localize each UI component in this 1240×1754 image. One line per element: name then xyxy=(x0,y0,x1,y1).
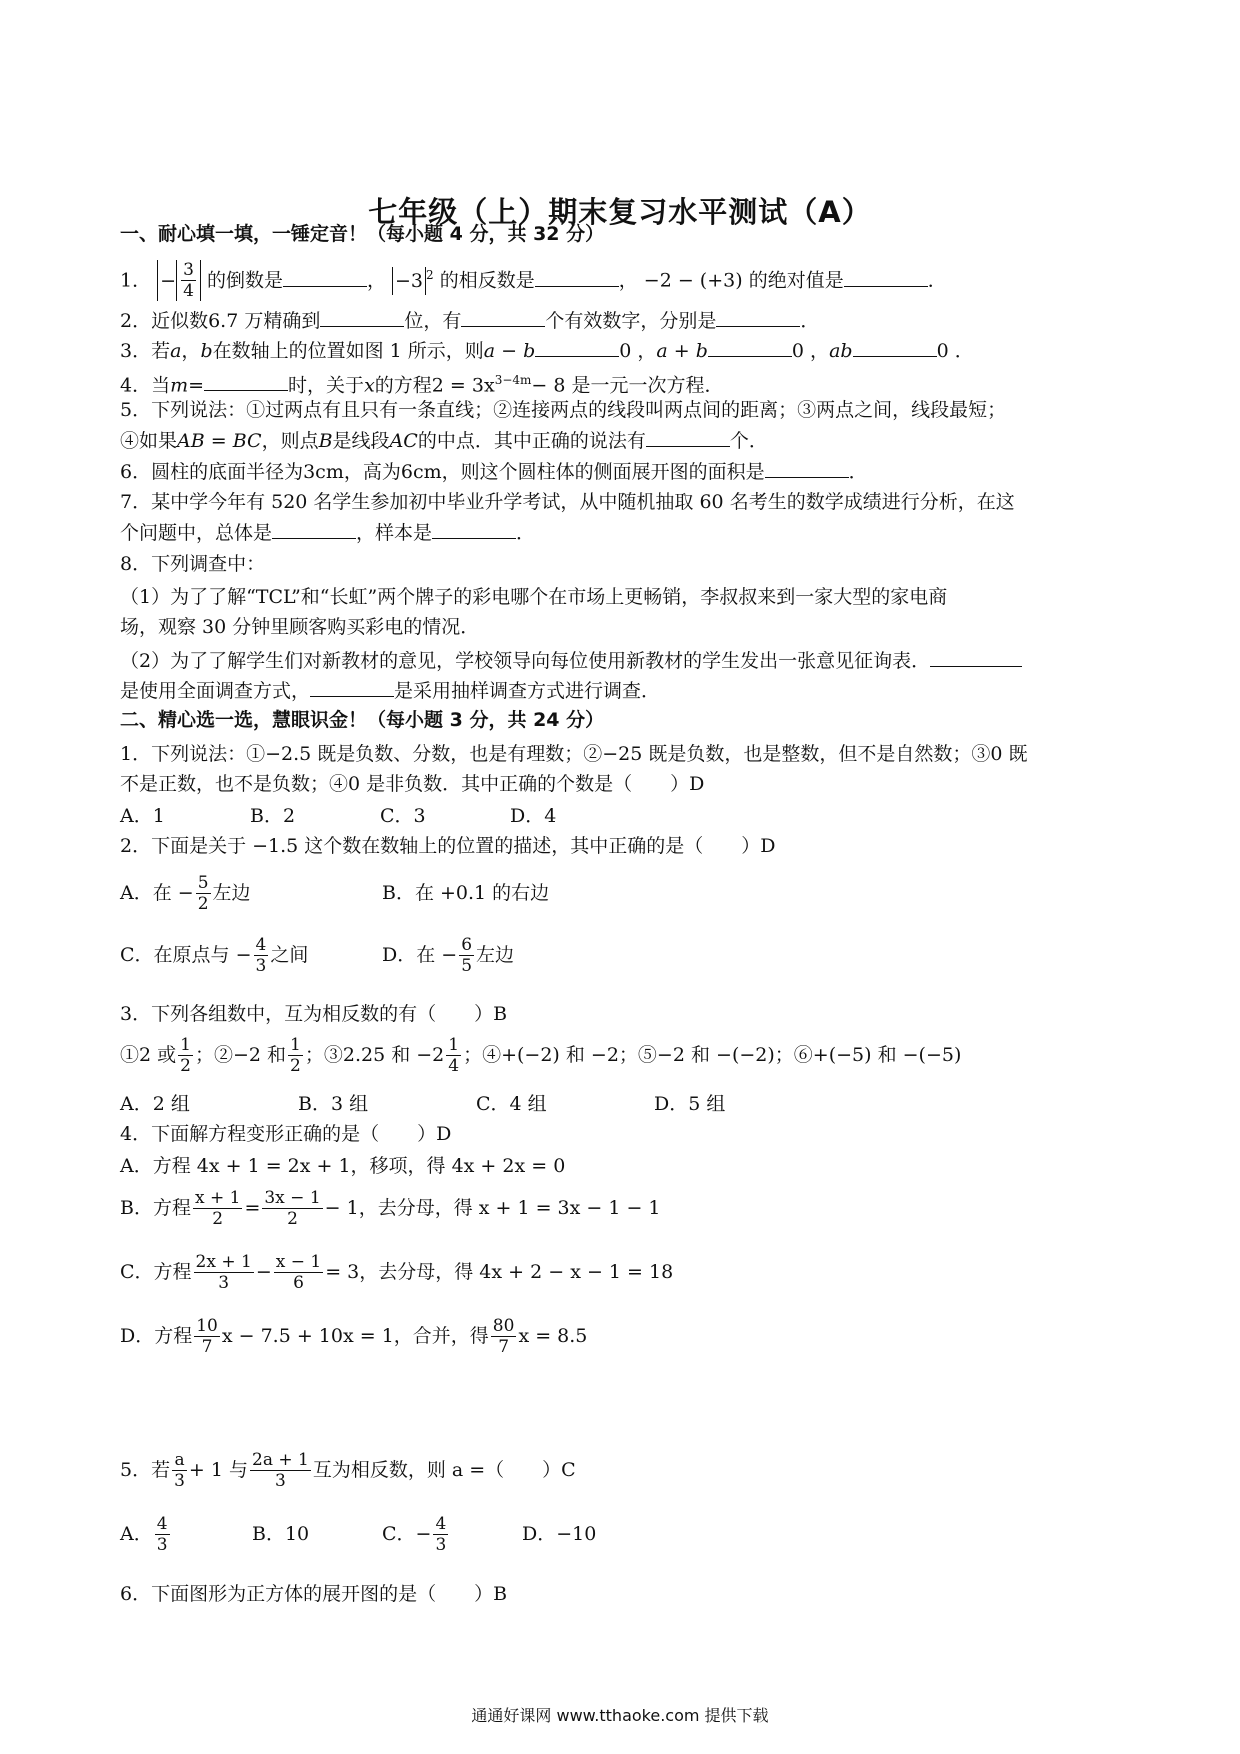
page-title: 七年级（上）期末复习水平测试（A） xyxy=(368,195,872,229)
answer-blank[interactable] xyxy=(272,518,356,539)
s1-q4: 4．当m= 时，关于x的方程$2 = 3x^{3-4m}- 8$ 是一元一次方程． xyxy=(120,366,1130,399)
s1-q5b: ④如果AB = BC，则点B是线段AC的中点．其中正确的说法有 个． xyxy=(120,426,1130,455)
answer-blank[interactable] xyxy=(204,370,288,391)
option-d[interactable]: D．在 − $\frac{6}{5}$ 左边 xyxy=(382,934,515,976)
s2-q5: 5．若 $\frac{a}{3}$ + 1 与 $\frac{2a + 1}{3}$ 互为相反数，则 a =（ ）C xyxy=(120,1449,576,1491)
answer-blank[interactable] xyxy=(310,676,394,697)
option-a[interactable]: A．方程 4x + 1 = 2x + 1，移项，得 4x + 2x = 0 xyxy=(120,1155,566,1177)
s1-q8: 8．下列调查中： xyxy=(120,553,266,575)
answer-blank[interactable] xyxy=(535,266,619,287)
option-a[interactable]: A．1 xyxy=(120,805,165,827)
answer-blank[interactable] xyxy=(432,518,516,539)
option-c[interactable]: C．在原点与 − $\frac{4}{3}$ 之间 xyxy=(120,934,309,976)
s2-q1-options xyxy=(120,802,1130,830)
s1-q1: 1． − $\frac{3}{4}$ 的倒数是 ， −3 $^2$ 的相反数是 ， −2 − (+3) 的绝对值是 ． xyxy=(120,260,947,301)
answer-blank[interactable] xyxy=(716,306,800,327)
option-c[interactable]: C．方程 $\frac{2x + 1}{3}$ − $\frac{x - 1}{6}$ = 3，去分母，得 4x + 2 − x − 1 = 18 xyxy=(120,1251,674,1293)
section2-heading: 二、精心选一选，慧眼识金！（每小题 3 分，共 24 分） xyxy=(120,709,605,731)
option-d[interactable]: D．5 组 xyxy=(654,1093,726,1115)
answer-blank[interactable] xyxy=(930,646,1022,667)
page-footer: 通通好课网 www.tthaoke.com 提供下载 xyxy=(471,1706,769,1725)
s2-q3: 3．下列各组数中，互为相反数的有（ ）B xyxy=(120,1003,508,1025)
s1-q8-2b: 是使用全面调查方式， 是采用抽样调查方式进行调查． xyxy=(120,676,1130,705)
option-d[interactable]: D．−10 xyxy=(522,1523,597,1545)
s1-q5a: 5．下列说法：①过两点有且只有一条直线；②连接两点的线段叫两点间的距离；③两点之间，线段最短； xyxy=(120,399,1007,421)
s2-q5-options xyxy=(120,1508,1130,1560)
s2-q6: 6．下面图形为正方体的展开图的是（ ）B xyxy=(120,1583,508,1605)
s2-q2-options-ab xyxy=(120,868,1130,918)
s2-q4: 4．下面解方程变形正确的是（ ）D xyxy=(120,1123,452,1145)
option-d[interactable]: D．方程 $\frac{10}{7}$ x − 7.5 + 10x = 1，合并，得 $\frac{80}{7}$ x = 8.5 xyxy=(120,1315,588,1357)
answer-blank[interactable] xyxy=(646,426,730,447)
option-d[interactable]: D．4 xyxy=(510,805,557,827)
answer-blank[interactable] xyxy=(461,306,545,327)
option-c[interactable]: C．4 组 xyxy=(476,1093,547,1115)
option-c[interactable]: C．− $\frac{4}{3}$ xyxy=(382,1513,447,1555)
option-b[interactable]: B．10 xyxy=(252,1523,310,1545)
s1-q3: 3．若a，b在数轴上的位置如图 1 所示，则a − b 0 ，a + b 0 ，ab 0 ． xyxy=(120,336,1130,365)
option-a[interactable]: A．2 组 xyxy=(120,1093,190,1115)
answer-blank[interactable] xyxy=(320,306,404,327)
s1-q7b: 个问题中，总体是 ，样本是 ． xyxy=(120,518,1130,547)
option-a[interactable]: A． $\frac{4}{3}$ xyxy=(120,1513,168,1555)
option-b[interactable]: B．方程 $\frac{x + 1}{2}$ = $\frac{3x - 1}{2}$ − 1，去分母，得 x + 1 = 3x − 1 − 1 xyxy=(120,1187,661,1229)
answer-blank[interactable] xyxy=(708,336,792,357)
s2-q2-options-cd xyxy=(120,930,1130,980)
abs-neg-three: −3 xyxy=(392,267,426,295)
option-b[interactable]: B．3 组 xyxy=(298,1093,369,1115)
s2-q2: 2．下面是关于 −1.5 这个数在数轴上的位置的描述，其中正确的是（ ）D xyxy=(120,835,776,857)
option-b[interactable]: B．在 +0.1 的右边 xyxy=(382,882,550,904)
s2-q1b: 不是正数，也不是负数；④0 是非负数．其中正确的个数是（ ）D xyxy=(120,773,705,795)
answer-blank[interactable] xyxy=(853,336,937,357)
answer-blank[interactable] xyxy=(844,266,928,287)
abs-neg-three-quarters: − $\frac{3}{4}$ xyxy=(157,260,201,301)
answer-blank[interactable] xyxy=(535,336,619,357)
s1-q8-1a: （1）为了了解“TCL”和“长虹”两个牌子的彩电哪个在市场上更畅销，李叔叔来到一家大型的家电商 xyxy=(120,586,948,608)
s1-q6: 6．圆柱的底面半径为3cm，高为6cm，则这个圆柱体的侧面展开图的面积是 ． xyxy=(120,457,1130,486)
answer-blank[interactable] xyxy=(765,457,849,478)
s1-q7a: 7．某中学今年有 520 名学生参加初中毕业升学考试，从中随机抽取 60 名考生的数学成绩进行分析，在这 xyxy=(120,491,1015,513)
s2-q3-groups: ①2 或 $\frac{1}{2}$ ；②−2 和 $\frac{1}{2}$ ；③2.25 和 −2 $\frac{1}{4}$ ；④+(−2) 和 −2；⑤−2 和 −(−2)；⑥+(−5) 和 −(−5) xyxy=(120,1034,962,1076)
s1-q2: 2．近似数6.7 万精确到 位，有 个有效数字，分别是 ． xyxy=(120,306,1130,335)
option-b[interactable]: B．2 xyxy=(250,805,296,827)
option-c[interactable]: C．3 xyxy=(380,805,426,827)
s1-q8-1b: 场，观察 30 分钟里顾客购买彩电的情况． xyxy=(120,616,480,638)
answer-blank[interactable] xyxy=(283,266,367,287)
s1-q8-2a: （2）为了了解学生们对新教材的意见，学校领导向每位使用新教材的学生发出一张意见征询表． xyxy=(120,646,1130,675)
s2-q1a: 1．下列说法：①−2.5 既是负数、分数，也是有理数；②−25 既是负数，也是整数，但不是自然数；③0 既 xyxy=(120,743,1028,765)
option-a[interactable]: A．在 − $\frac{5}{2}$ 左边 xyxy=(120,872,251,914)
s2-q3-options xyxy=(120,1090,1130,1118)
section1-heading: 一、耐心填一填，一锤定音！（每小题 4 分，共 32 分） xyxy=(120,223,605,245)
